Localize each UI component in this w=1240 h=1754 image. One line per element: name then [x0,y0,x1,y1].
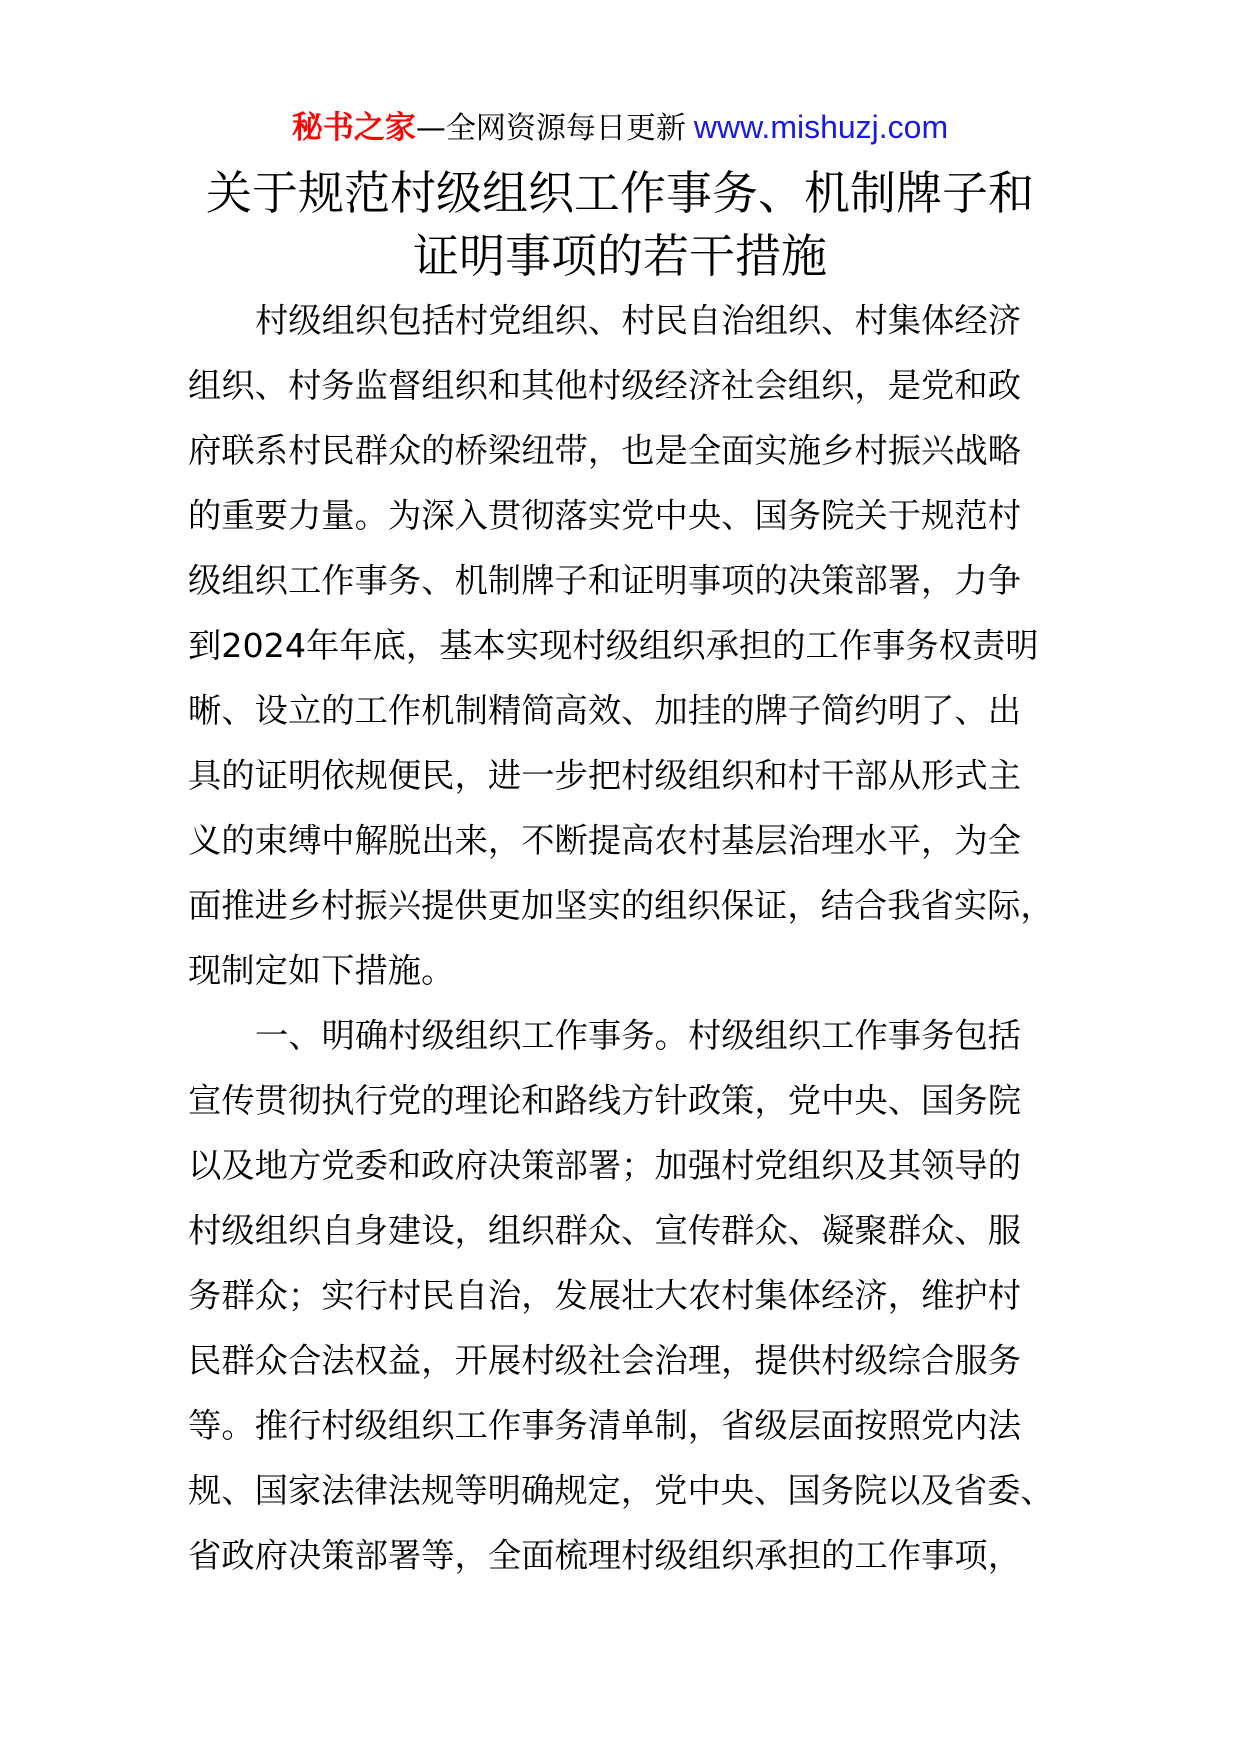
body-line: 规、国家法律法规等明确规定，党中央、国务院以及省委、 [188,1471,1054,1510]
body-line: 宣传贯彻执行党的理论和路线方针政策，党中央、国务院 [188,1081,1021,1120]
body-line: 晰、设立的工作机制精简高效、加挂的牌子简约明了、出 [188,691,1021,730]
document-body [188,288,1054,1588]
site-banner [0,104,1240,150]
site-tagline: —全网资源每日更新 [415,111,686,146]
body-line: 省政府决策部署等，全面梳理村级组织承担的工作事项， [188,1536,1021,1575]
body-line: 村级组织包括村党组织、村民自治组织、村集体经济 [255,301,1021,340]
body-line: 民群众合法权益，开展村级社会治理，提供村级综合服务 [188,1341,1021,1380]
body-line: 等。推行村级组织工作事务清单制，省级层面按照党内法 [188,1406,1021,1445]
site-url-link[interactable]: www.mishuzj.com [693,109,949,145]
body-line: 现制定如下措施。 [188,951,455,990]
title-line: 证明事项的若干措施 [413,229,827,283]
body-line: 义的束缚中解脱出来，不断提高农村基层治理水平，为全 [188,821,1021,860]
body-line: 务群众；实行村民自治，发展壮大农村集体经济，维护村 [188,1276,1021,1315]
body-line: 具的证明依规便民，进一步把村级组织和村干部从形式主 [188,756,1021,795]
document-title [0,162,1240,288]
title-line: 关于规范村级组织工作事务、机制牌子和 [206,166,1034,220]
body-line: 府联系村民群众的桥梁纽带，也是全面实施乡村振兴战略 [188,431,1021,470]
body-line: 的重要力量。为深入贯彻落实党中央、国务院关于规范村 [188,496,1021,535]
body-line: 级组织工作事务、机制牌子和证明事项的决策部署，力争 [188,561,1021,600]
paragraph [188,1003,1054,1588]
body-line: 到2024年年底，基本实现村级组织承担的工作事务权责明 [188,626,1039,665]
body-line: 面推进乡村振兴提供更加坚实的组织保证，结合我省实际， [188,886,1054,925]
body-line: 以及地方党委和政府决策部署；加强村党组织及其领导的 [188,1146,1021,1185]
body-line: 组织、村务监督组织和其他村级经济社会组织，是党和政 [188,366,1021,405]
body-line: 村级组织自身建设，组织群众、宣传群众、凝聚群众、服 [188,1211,1021,1250]
body-line: 一、明确村级组织工作事务。村级组织工作事务包括 [255,1016,1021,1055]
paragraph [188,288,1054,1003]
site-brand: 秘书之家 [291,110,416,146]
